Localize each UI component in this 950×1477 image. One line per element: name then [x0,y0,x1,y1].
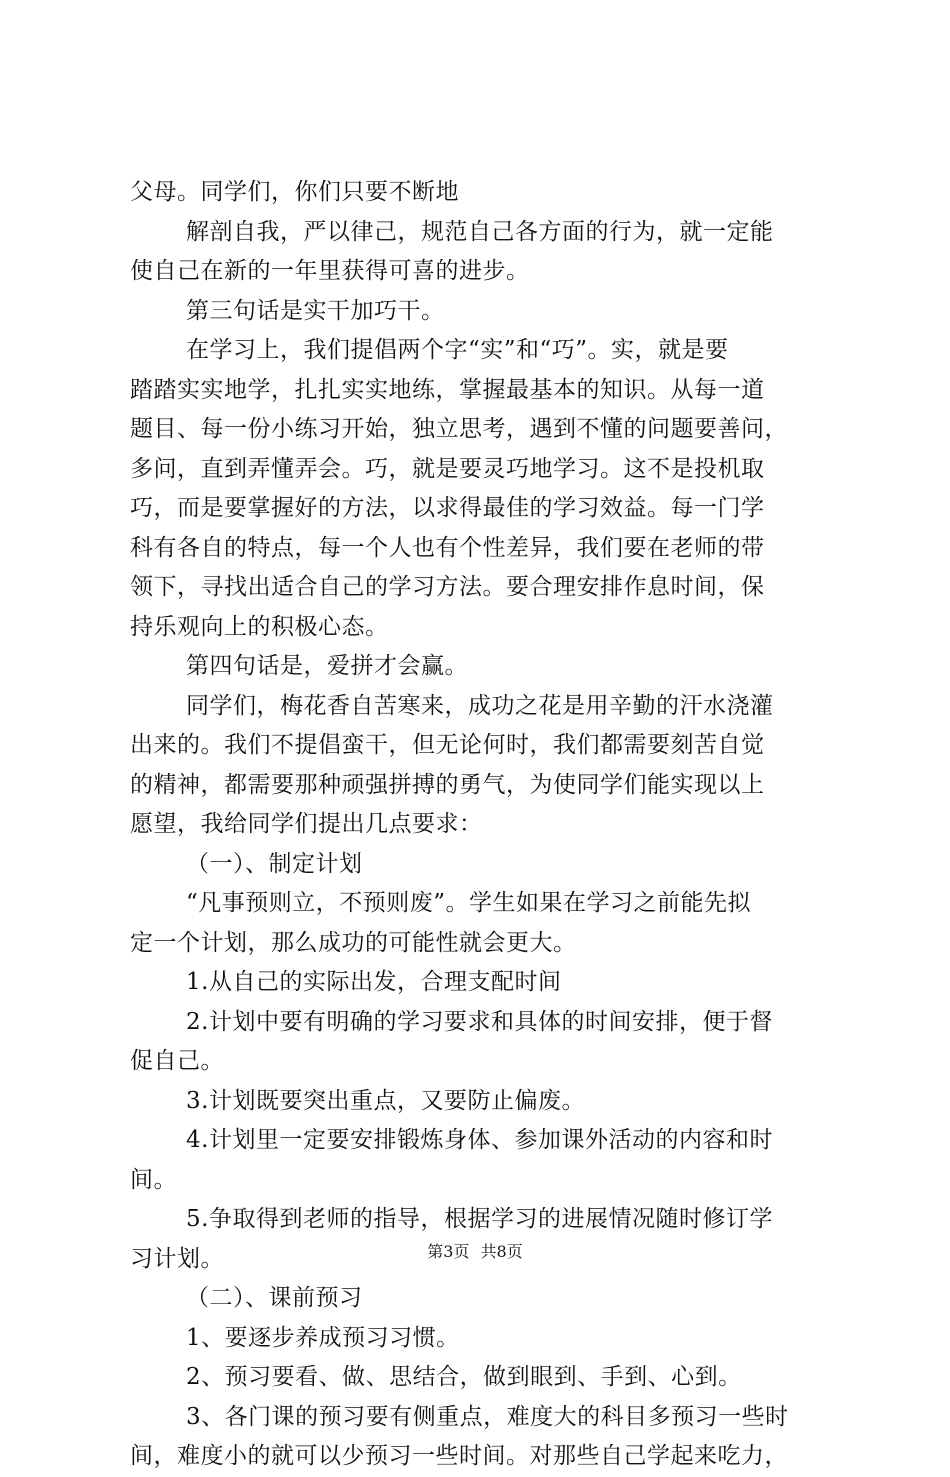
text-line: 题目、每一份小练习开始，独立思考，遇到不懂的问题要善问， [130,416,788,442]
text-line: 持乐观向上的积极心态。 [130,613,389,640]
page-total: 共8页 [480,1242,523,1261]
text-line: 2、预习要看、做、思结合，做到眼到、手到、心到。 [186,1364,742,1390]
text-line: 4.计划里一定要安排锻炼身体、参加课外活动的内容和时 [186,1127,773,1153]
text-line: 出来的。我们不提倡蛮干，但无论何时，我们都需要刻苦自觉 [130,732,765,758]
text-line: 解剖自我，严以律己，规范自己各方面的行为，就一定能 [186,218,774,245]
body-text [130,173,830,1477]
text-line: 父母。同学们，你们只要不断地 [130,179,459,205]
text-line: 定一个计划，那么成功的可能性就会更大。 [130,929,577,956]
text-line: 踏踏实实地学，扎扎实实地练，掌握最基本的知识。从每一道 [130,376,765,403]
text-line: 在学习上，我们提倡两个字“实”和“巧”。实，就是要 [186,337,729,363]
text-line: 同学们，梅花香自苦寒来，成功之花是用辛勤的汗水浇灌 [186,692,774,719]
text-line: 科有各自的特点，每一个人也有个性差异，我们要在老师的带 [130,534,765,561]
text-line: 1、要逐步养成预习习惯。 [186,1324,460,1351]
text-line: 第三句话是实干加巧干。 [186,297,445,324]
text-line: 的精神，都需要那种顽强拼搏的勇气，为使同学们能实现以上 [130,771,765,798]
text-line: 愿望，我给同学们提出几点要求： [130,811,483,837]
text-line: 间。 [130,1166,177,1193]
text-line: 1.从自己的实际出发，合理支配时间 [186,969,562,995]
text-line: （一）、制定计划 [186,850,363,877]
text-line: 2.计划中要有明确的学习要求和具体的时间安排，便于督 [186,1008,773,1035]
text-line: 领下，寻找出适合自己的学习方法。要合理安排作息时间，保 [130,574,765,600]
text-line: （二）、课前预习 [186,1285,363,1311]
text-line: 使自己在新的一年里获得可喜的进步。 [130,258,530,284]
text-line: 间，难度小的就可以少预习一些时间。对那些自己学起来吃力， [130,1443,788,1469]
text-line: 3、各门课的预习要有侧重点，难度大的科目多预习一些时 [186,1403,789,1430]
text-line: 习计划。 [130,1245,224,1272]
page-footer [0,1242,950,1262]
text-line: 促自己。 [130,1048,224,1074]
text-line: 第四句话是，爱拼才会赢。 [186,653,468,679]
text-line: 3.计划既要突出重点，又要防止偏废。 [186,1087,585,1114]
text-line: 5.争取得到老师的指导，根据学习的进展情况随时修订学 [186,1206,773,1232]
page-number: 第3页 [427,1242,470,1261]
text-line: 多问，直到弄懂弄会。巧，就是要灵巧地学习。这不是投机取 [130,455,765,482]
text-line: 巧，而是要掌握好的方法，以求得最佳的学习效益。每一门学 [130,495,765,521]
text-line: “凡事预则立，不预则废”。学生如果在学习之前能先拟 [186,890,752,916]
